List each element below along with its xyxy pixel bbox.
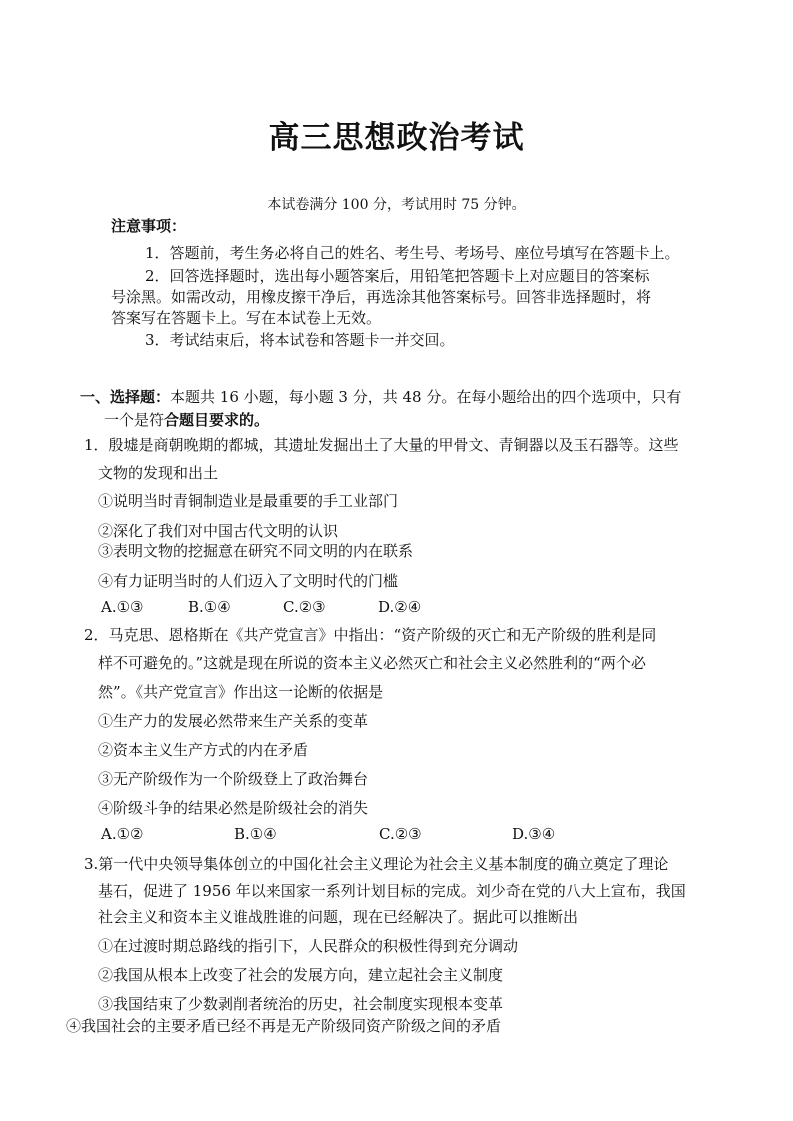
- question-1-item: ③表明文物的挖掘意在研究不同文明的内在联系: [98, 542, 414, 560]
- option-b[interactable]: B.①④: [234, 825, 277, 843]
- notice-line: 3．考试结束后，将本试卷和答题卡一并交回。: [145, 331, 455, 349]
- notice-line: 答案写在答题卡上。写在本试卷上无效。: [111, 309, 382, 327]
- question-2-item: ④阶级斗争的结果必然是阶级社会的消失: [98, 799, 369, 817]
- question-3-item: ②我国从根本上改变了社会的发展方向，建立起社会主义制度: [98, 966, 504, 984]
- question-3-item: ①在过渡时期总路线的指引下，人民群众的积极性得到充分调动: [98, 937, 519, 955]
- question-3-stem: 3.第一代中央领导集体创立的中国化社会主义理论为社会主义基本制度的确立奠定了理论: [84, 855, 669, 873]
- section-instructions-cont: 一个是符: [104, 411, 165, 429]
- notice-line: 号涂黑。如需改动，用橡皮擦干净后，再选涂其他答案标号。回答非选择题时，将: [111, 288, 652, 306]
- option-b[interactable]: B.①④: [188, 598, 231, 616]
- section-instructions-bold: 合题目要求的。: [164, 411, 270, 429]
- option-d[interactable]: D.③④: [512, 825, 556, 843]
- option-a[interactable]: A.①③: [101, 598, 144, 616]
- question-1-stem-cont: 文物的发现和出土: [98, 464, 219, 482]
- question-2-item: ②资本主义生产方式的内在矛盾: [98, 741, 309, 759]
- section-heading: [80, 386, 681, 407]
- question-3-item: ④我国社会的主要矛盾已经不再是无产阶级同资产阶级之间的矛盾: [66, 1017, 502, 1035]
- section-instructions: 本题共 16 小题，每小题 3 分，共 48 分。在每小题给出的四个选项中，只有: [170, 388, 682, 406]
- option-c[interactable]: C.②③: [379, 825, 422, 843]
- exam-info: 本试卷满分 100 分，考试用时 75 分钟。: [267, 197, 526, 213]
- question-3-item: ③我国结束了少数剥削者统治的历史，社会制度实现根本变革: [98, 995, 504, 1013]
- question-1-item: ①说明当时青铜制造业是最重要的手工业部门: [98, 492, 399, 510]
- notice-heading: 注意事项：: [111, 217, 187, 235]
- question-1-stem: 1．殷墟是商朝晚期的都城，其遗址发掘出土了大量的甲骨文、青铜器以及玉石器等。这些: [84, 436, 679, 454]
- question-1-options: [0, 598, 793, 620]
- option-d[interactable]: D.②④: [378, 598, 422, 616]
- option-c[interactable]: C.②③: [283, 598, 326, 616]
- question-2-stem: 2．马克思、恩格斯在《共产党宣言》中指出：“资产阶级的灭亡和无产阶级的胜利是同: [84, 626, 657, 644]
- question-3-stem-cont: 基石，促进了 1956 年以来国家一系列计划目标的完成。刘少奇在党的八大上宣布，我国: [98, 882, 686, 900]
- question-2-item: ③无产阶级作为一个阶级登上了政治舞台: [98, 770, 369, 788]
- question-2-stem-cont: 样不可避免的。”这就是现在所说的资本主义必然灭亡和社会主义必然胜利的“两个必: [98, 654, 646, 672]
- question-2-stem-cont: 然”。《共产党宣言》作出这一论断的依据是: [98, 683, 384, 701]
- question-2-item: ①生产力的发展必然带来生产关系的变革: [98, 712, 369, 730]
- question-3-stem-cont: 社会主义和资本主义谁战胜谁的问题，现在已经解决了。据此可以推断出: [98, 908, 579, 926]
- question-2-options: [0, 825, 793, 847]
- question-1-item: ②深化了我们对中国古代文明的认识: [98, 522, 339, 540]
- section-heading-cont: [104, 409, 269, 430]
- notice-line: 1．答题前，考生务必将自己的姓名、考生号、考场号、座位号填写在答题卡上。: [145, 244, 680, 262]
- question-1-item: ④有力证明当时的人们迈入了文明时代的门槛: [98, 572, 399, 590]
- option-a[interactable]: A.①②: [101, 825, 144, 843]
- section-label: 一、选择题：: [80, 388, 171, 406]
- page-title: 高三思想政治考试: [268, 120, 525, 156]
- notice-line: 2．回答选择题时，选出每小题答案后，用铅笔把答题卡上对应题目的答案标: [145, 267, 650, 285]
